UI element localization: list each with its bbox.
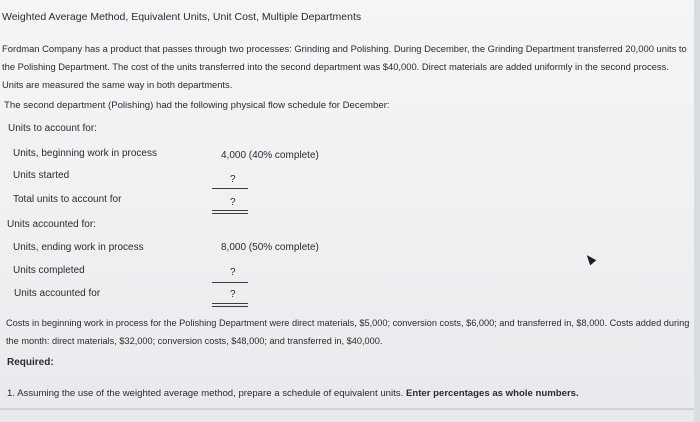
beginning-wip-value: 4,000 (40% complete) <box>221 150 319 161</box>
requirement-1 <box>7 388 579 400</box>
total-units-value: ? <box>230 197 236 208</box>
ending-wip-label: Units, ending work in process <box>13 242 144 253</box>
requirement-text: 1. Assuming the use of the weighted average method, prepare a schedule of equivalent units. <box>7 388 406 399</box>
schedule-intro: The second department (Polishing) had the following physical flow schedule for December: <box>4 100 390 111</box>
units-accounted-heading: Units accounted for: <box>7 219 96 230</box>
beginning-wip-label: Units, beginning work in process <box>13 148 157 159</box>
units-started-label: Units started <box>13 170 70 181</box>
mouse-cursor-icon <box>584 253 597 266</box>
units-started-value: ? <box>230 174 236 185</box>
right-edge <box>694 0 700 422</box>
required-label: Required: <box>7 357 54 368</box>
costs-paragraph: Costs in beginning work in process for the Polishing Department were direct materials, $5,000; conversion costs, $6,000; and transferred in, $8,000. Costs added during the month: direct materials, $32,000; conversion costs, $48,000; and transferred in, $40,000. <box>6 318 690 346</box>
units-completed-value: ? <box>230 267 236 278</box>
total-double-underline-1 <box>212 210 248 211</box>
subtotal-underline-2 <box>212 282 248 283</box>
total-units-label: Total units to account for <box>13 194 122 205</box>
problem-title: Weighted Average Method, Equivalent Units, Unit Cost, Multiple Departments <box>2 11 362 23</box>
ending-wip-value: 8,000 (50% complete) <box>221 242 319 253</box>
units-accounted-for-value: ? <box>230 289 236 300</box>
total-double-underline-3 <box>212 303 248 304</box>
total-double-underline-2 <box>212 213 248 214</box>
units-accounted-for-label: Units accounted for <box>14 288 101 299</box>
units-completed-label: Units completed <box>13 265 85 276</box>
intro-paragraph: Fordman Company has a product that passes through two processes: Grinding and Polishing. During December, the Grinding Department transferred 20,000 units to the Polishing Department. The cost of the units transferred into the second department was $40,000. Direct materials are added uniformly in the second process. Units are measured the same way in both departments. <box>2 43 687 90</box>
subtotal-underline <box>212 188 248 189</box>
bottom-divider <box>0 408 700 410</box>
requirement-emphasis: Enter percentages as whole numbers. <box>405 388 579 399</box>
units-to-account-heading: Units to account for: <box>8 123 97 134</box>
total-double-underline-4 <box>212 306 248 307</box>
